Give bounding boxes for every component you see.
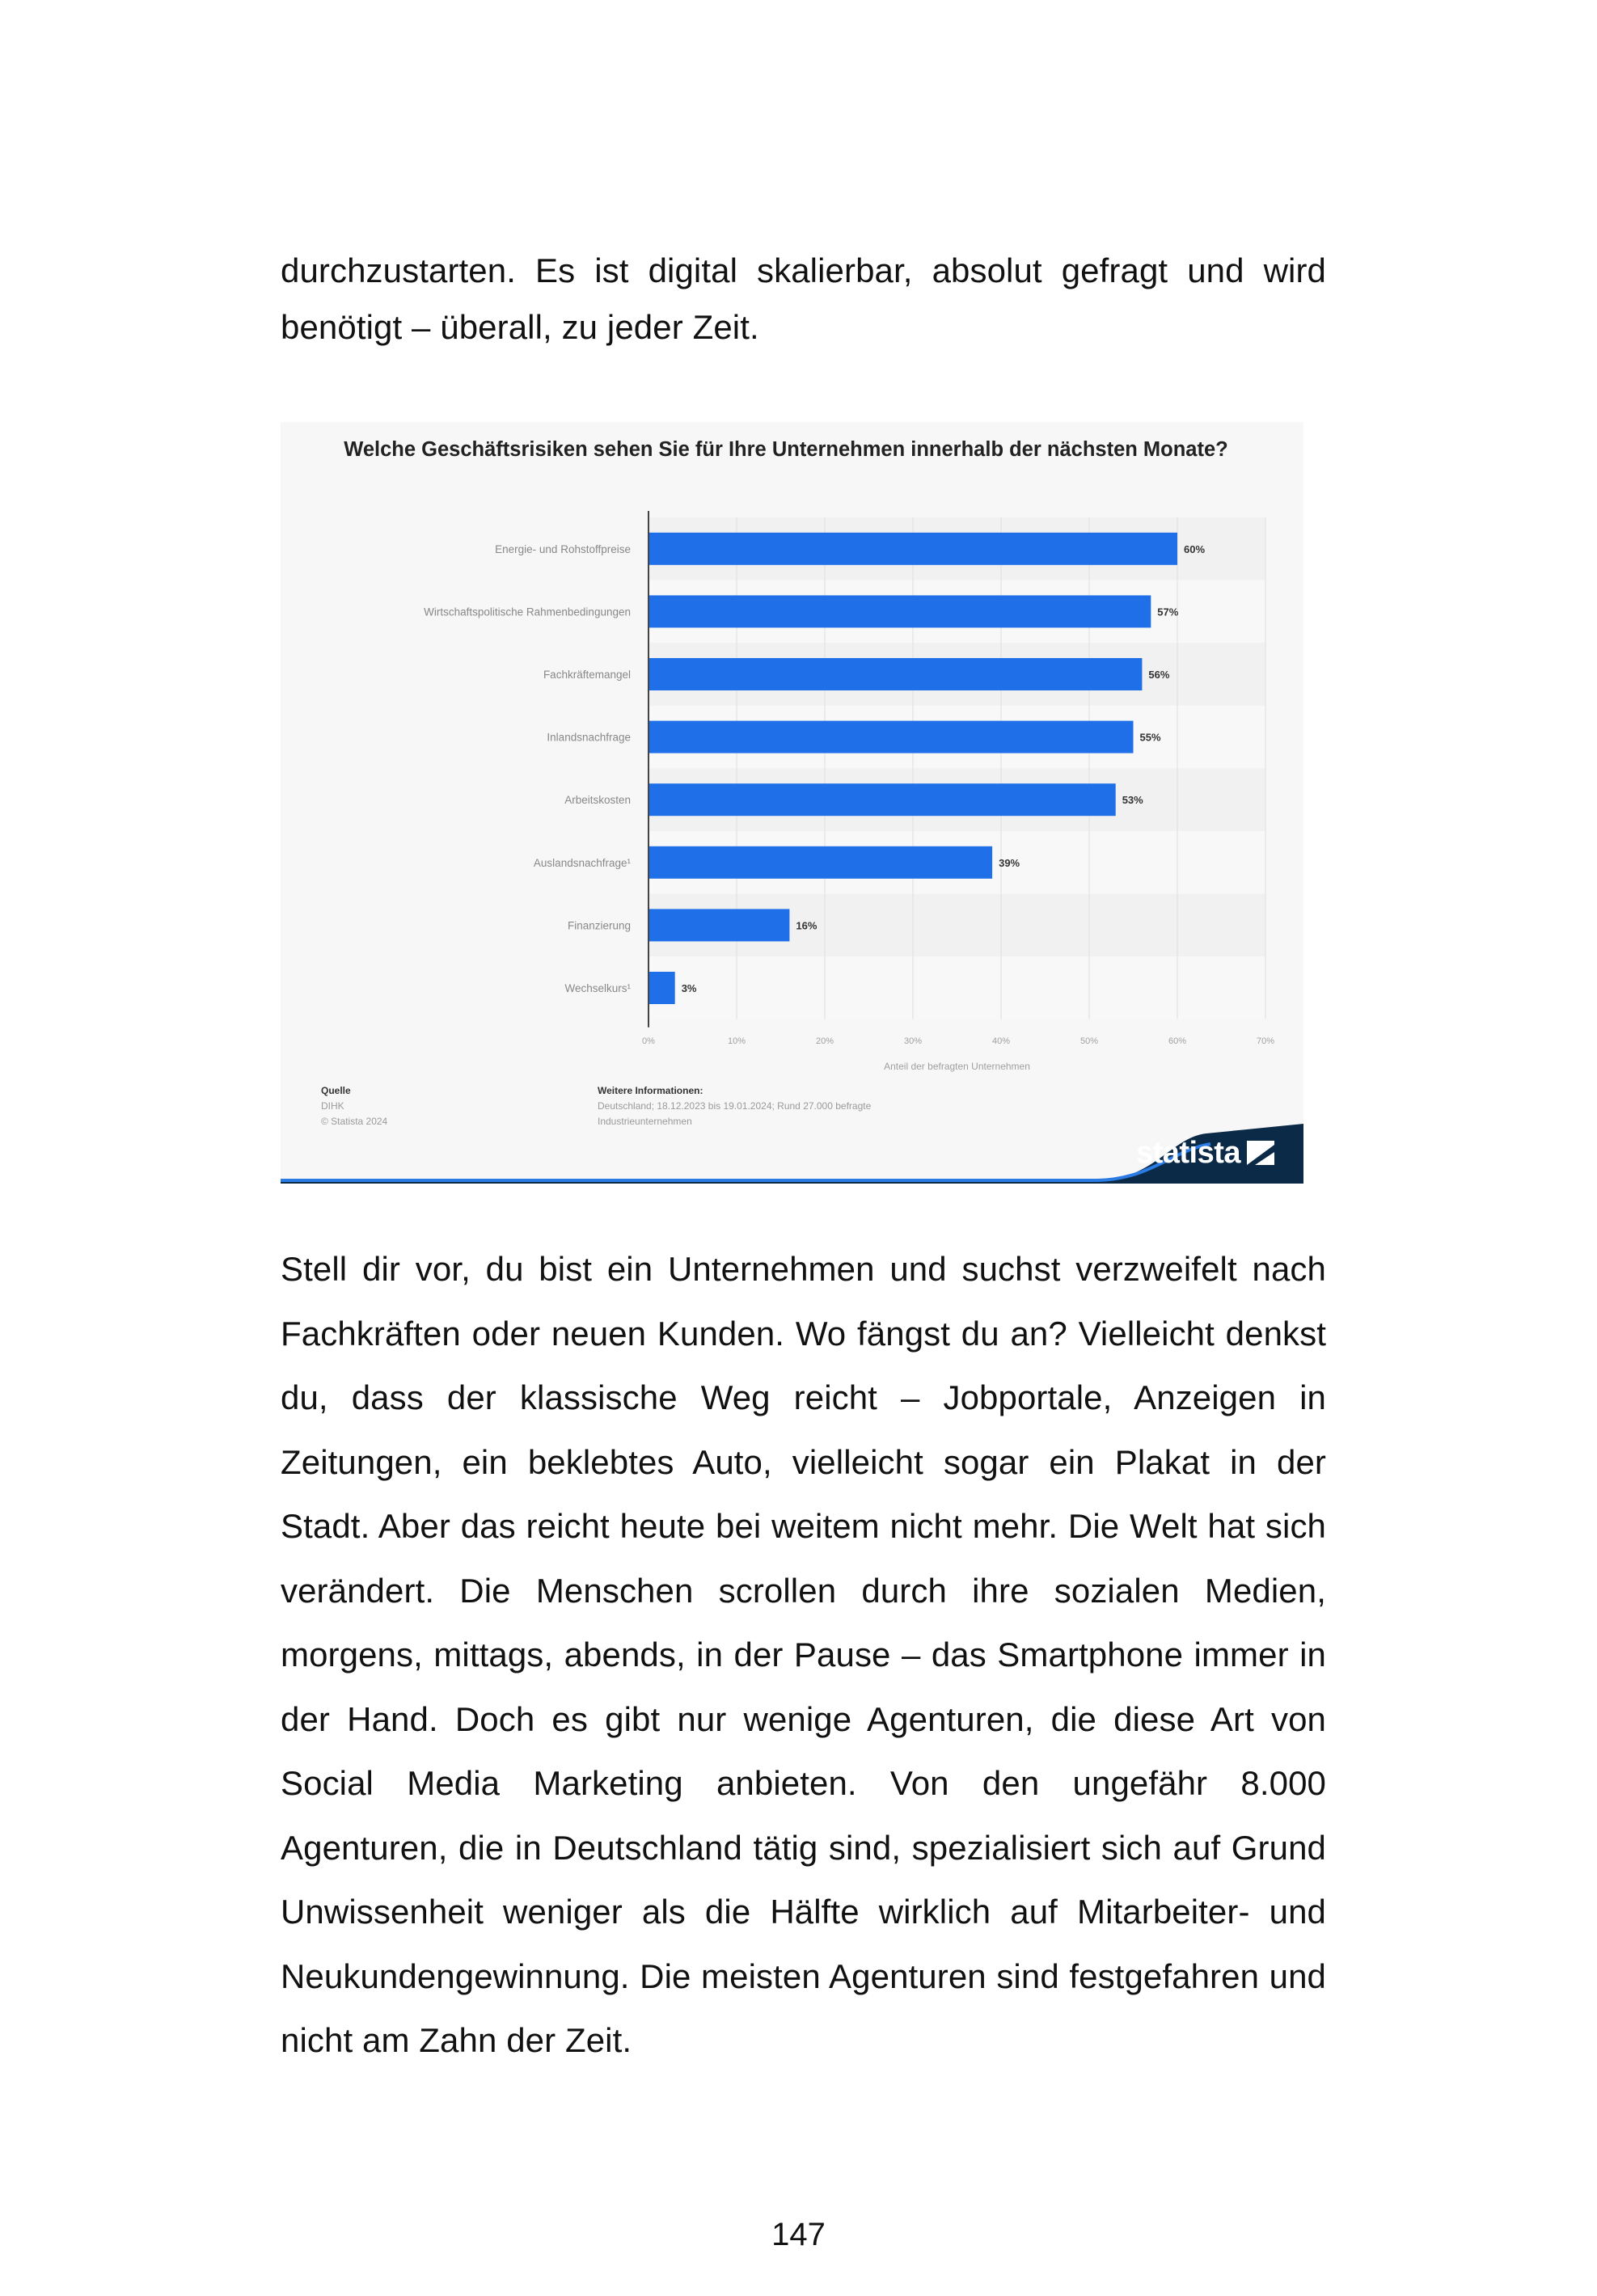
more-info-block — [598, 1083, 1018, 1129]
statista-logo-icon — [1247, 1141, 1274, 1165]
value-label: 3% — [681, 982, 697, 994]
source-title: Quelle — [321, 1085, 351, 1096]
value-label: 56% — [1148, 669, 1170, 681]
bar-chart — [281, 422, 1303, 1184]
value-label: 55% — [1139, 731, 1161, 744]
bar — [649, 721, 1134, 753]
category-label: Wechselkurs¹ — [564, 982, 631, 994]
source-line: DIHK — [321, 1100, 344, 1112]
source-block — [321, 1083, 387, 1129]
statista-logo — [1136, 1135, 1274, 1171]
value-label: 16% — [796, 919, 818, 932]
x-tick-label: 0% — [642, 1036, 655, 1046]
value-label: 57% — [1157, 606, 1179, 618]
more-info-line: Deutschland; 18.12.2023 bis 19.01.2024; Rund 27.000 befragte — [598, 1100, 872, 1112]
x-tick-label: 20% — [815, 1036, 834, 1046]
category-label: Arbeitskosten — [564, 794, 631, 807]
category-label: Fachkräftemangel — [543, 669, 631, 681]
brand-name: statista — [1135, 1136, 1240, 1170]
chart-title: Welche Geschäftsrisiken sehen Sie für Ihre Unternehmen innerhalb der nächsten Monate? — [344, 438, 1228, 461]
more-info-title: Weitere Informationen: — [598, 1085, 703, 1096]
footer-accent-line — [281, 1144, 1210, 1180]
bar — [649, 846, 992, 879]
page-number: 147 — [771, 2217, 826, 2252]
source-line: © Statista 2024 — [321, 1116, 388, 1127]
value-label: 60% — [1184, 542, 1206, 555]
x-tick-label: 50% — [1079, 1036, 1099, 1046]
bar — [649, 595, 1151, 627]
bar — [649, 783, 1116, 816]
category-label: Finanzierung — [567, 919, 631, 932]
value-label: 53% — [1122, 794, 1143, 807]
row-bands — [649, 517, 1265, 1019]
more-info-line: Industrieunternehmen — [598, 1116, 692, 1127]
value-label: 39% — [999, 856, 1020, 869]
x-tick-label: 40% — [991, 1036, 1011, 1046]
x-tick-label: 10% — [727, 1036, 746, 1046]
bar — [649, 909, 789, 941]
x-tick-label: 30% — [903, 1036, 923, 1046]
row-band — [649, 956, 1265, 1019]
category-label: Auslandsnachfrage¹ — [533, 856, 631, 869]
bar — [649, 533, 1177, 565]
category-label: Wirtschaftspolitische Rahmenbedingungen — [424, 606, 631, 618]
paragraph-main: Stell dir vor, du bist ein Unternehmen und suchst verzweifelt nach Fachkräften oder neuen Kunden. Wo fängst du an? Vielleicht denkst du, dass der klassische Weg reicht – Jobportale, Anzeigen in Zeitungen, ein beklebtes Auto, vielleicht sogar ein Plakat in der Stadt. Aber das reicht heute bei weitem nicht mehr. Die Welt hat sich verändert. Die Menschen scrollen durch ihre sozialen Medien, morgens, mittags, abends, in der Pause – das Smartphone immer in der Hand. Doch es gibt nur wenige Agenturen, die diese Art von Social Media Marketing anbieten. Von den ungefähr 8.000 Agenturen, die in Deutschland tätig sind, spezialisiert sich auf Grund Unwissenheit weniger als die Hälfte wirklich auf Mitarbeiter- und Neukundengewinnung. Die meisten Agenturen sind festgefahren und nicht am Zahn der Zeit. — [281, 1250, 1326, 2059]
bar — [649, 658, 1142, 690]
statista-chart-figure — [281, 422, 1303, 1184]
category-label: Energie- und Rohstoffpreise — [495, 542, 631, 555]
bar — [649, 972, 675, 1004]
x-tick-label: 60% — [1168, 1036, 1187, 1046]
x-axis-title: Anteil der befragten Unternehmen — [884, 1060, 1030, 1072]
x-tick-label: 70% — [1256, 1036, 1275, 1046]
category-label: Inlandsnachfrage — [547, 731, 631, 744]
paragraph-intro: durchzustarten. Es ist digital skalierbar, absolut gefragt und wird benötigt – überall, zu jeder Zeit. — [281, 251, 1326, 346]
